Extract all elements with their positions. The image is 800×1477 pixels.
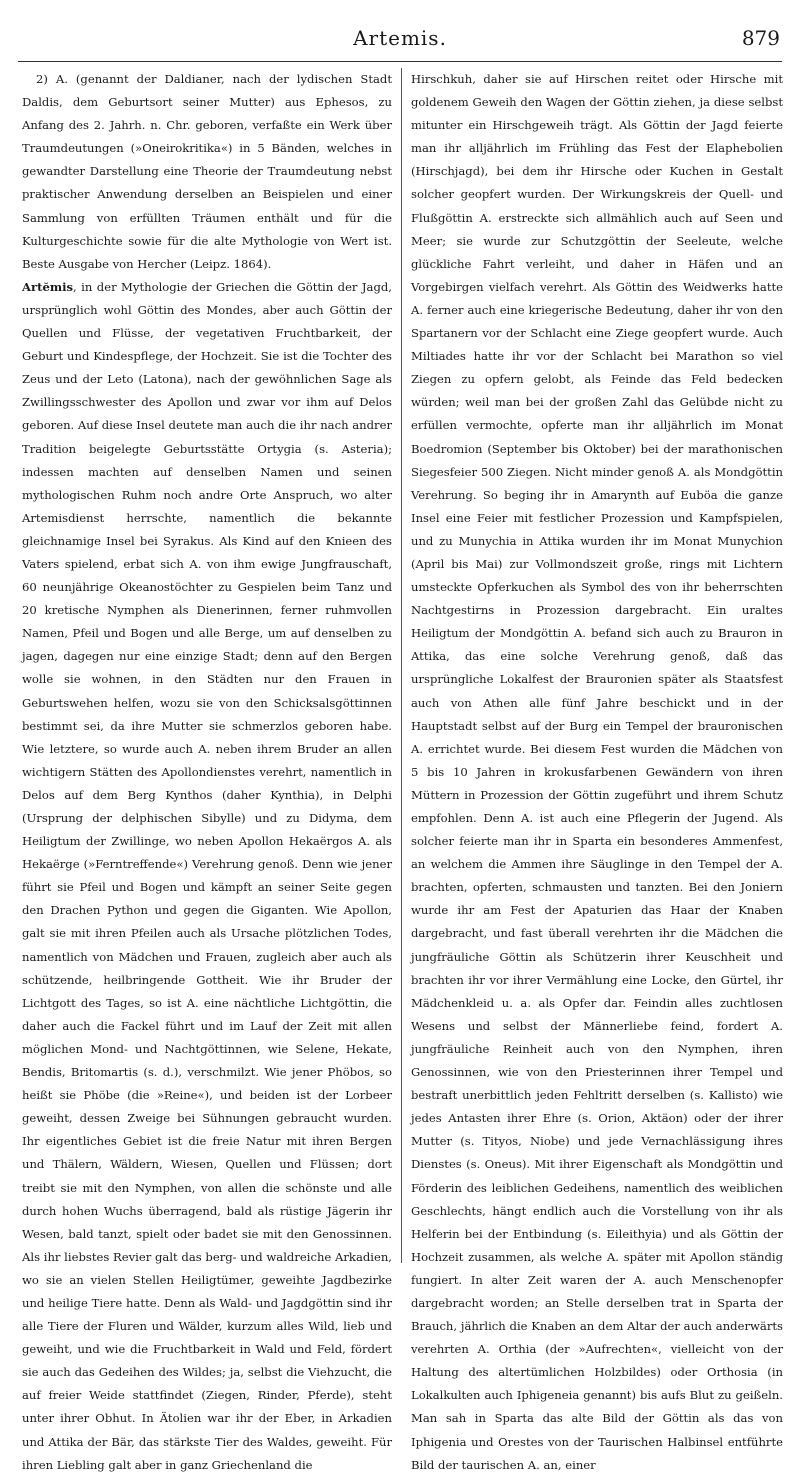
left-column	[22, 68, 392, 1472]
page-number: 879	[741, 26, 780, 50]
entry-artemis-continued: Hirschkuh, daher sie auf Hirschen reitet oder Hirsche mit goldenem Geweih den Wagen der Göttin ziehen, ja diese selbst mitunter ein Hirschgeweih trägt. Als Göttin der Jagd feierte man ihr alljährlich im Frühling das Fest der Elaphebolien (Hirschjagd), bei dem ihr Hirsche oder Kuchen in Gestalt solcher geopfert wurden. Der Wirkungskreis der Quell- und Flußgöttin A. erstreckte sich allmählich auch auf Seen und Meer; sie wurde zur Schutzgöttin der Seeleute, welche glückliche Fahrt verleiht, und daher in Häfen und an Vorgebirgen vielfach verehrt. Als Göttin des Weidwerks hatte A. ferner auch eine kriegerische Bedeutung, daher ihr von den Spartanern vor der Schlacht eine Ziege geopfert wurde. Auch Miltiades hatte ihr vor der Schlacht bei Marathon so viel Ziegen zu opfern gelobt, als Feinde das Feld bedecken würden; weil man bei der großen Zahl das Gelübde nicht zu erfüllen vermochte, opferte man ihr alljährlich im Monat Boedromion (September bis Oktober) bei der marathonischen Siegesfeier 500 Ziegen. Nicht minder genoß A. als Mondgöttin Verehrung. So beging ihr in Amarynth auf Euböa die ganze Insel eine Feier mit festlicher Prozession und Kampfspielen, und zu Munychia in Attika wurden ihr im Monat Munychion (April bis Mai) zur Vollmondszeit große, rings mit Lichtern umsteckte Opferkuchen als Symbol des von ihr beherrschten Nachtgestirns in Prozession dargebracht. Ein uraltes Heiligtum der Mondgöttin A. befand sich auch zu Brauron in Attika, das eine solche Verehrung genoß, daß das ursprüngliche Lokalfest der Brauronien später als Staatsfest auch von Athen alle fünf Jahre beschickt und in der Hauptstadt selbst auf der Burg ein Tempel der brauronischen A. errichtet wurde. Bei diesem Fest wurden die Mädchen von 5 bis 10 Jahren in krokusfarbenen Gewändern von ihren Müttern in Prozession der Göttin zugeführt und ihrem Schutz empfohlen. Denn A. ist auch eine Pflegerin der Jugend. Als solcher feierte man ihr in Sparta ein besonderes Ammenfest, an welchem die Ammen ihre Säuglinge in den Tempel der A. brachten, opferten, schmausten und tanzten. Bei den Joniern wurde ihr am Fest der Apaturien das Haar der Knaben dargebracht, und fast überall verehrten ihr die Mädchen die jungfräuliche Göttin als Schützerin ihrer Keuschheit und brachten ihr vor ihrer Vermählung eine Locke, den Gürtel, ihr Mädchenkleid u. a. als Opfer dar. Feindin alles zuchtlosen Wesens und selbst der Männerliebe feind, fordert A. jungfräuliche Reinheit auch von den Nymphen, ihren Genossinnen, wie von den Priesterinnen ihrer Tempel und bestraft unerbittlich jeden Fehltritt derselben (s. Kallisto) wie jedes Antasten ihrer Ehre (s. Orion, Aktäon) oder der ihrer Mutter (s. Tityos, Niobe) und jede Vernachlässigung ihres Dienstes (s. Oneus). Mit ihrer Eigenschaft als Mondgöttin und Förderin des leiblichen Gedeihens, namentlich des weiblichen Geschlechts, hängt endlich auch die Vorstellung von ihr als Helferin bei der Entbindung (s. Eileithyia) und als Göttin der Hochzeit zusammen, als welche A. später mit Apollon ständig fungiert. In alter Zeit waren der A. auch Menschenopfer dargebracht worden; an Stelle derselben trat in Sparta der Brauch, jährlich die Knaben an dem Altar der auch anderwärts verehrten A. Orthia (der »Aufrechten«, vielleicht von der Haltung des altertümlichen Holzbildes) oder Orthosia (in Lokalkulten auch Iphigeneia genannt) bis aufs Blut zu geißeln. Man sah in Sparta das alte Bild der Göttin als das von Iphigenia und Orestes von der Taurischen Halbinsel entführte Bild der taurischen A. an, einer	[411, 72, 783, 1472]
entry-artemidoros-2: 2) A. (genannt der Daldianer, nach der lydischen Stadt Daldis, dem Geburtsort seiner Mutter) aus Ephesos, zu Anfang des 2. Jahrh. n. Chr. geboren, verfaßte ein Werk über Traumdeutungen (»Oneirokritika«) in 5 Bänden, welches in gewandter Darstellung eine Theorie der Traumdeutung nebst praktischer Anwendung derselben an Beispielen und einer Sammlung von erfüllten Träumen enthält und für die Kulturgeschichte sowie für die alte Mythologie von Wert ist. Beste Ausgabe von Hercher (Leipz. 1864).	[22, 72, 392, 271]
entry-artemis	[22, 276, 392, 1477]
column-divider	[401, 68, 402, 1263]
entry-artemis-text: , in der Mythologie der Griechen die Göttin der Jagd, ursprünglich wohl Göttin des Mondes, aber auch Göttin der Quellen und Flüsse, der vegetativen Fruchtbarkeit, der Geburt und Kindespflege, der Hochzeit. Sie ist die Tochter des Zeus und der Leto (Latona), nach der gewöhnlichen Sage als Zwillingsschwester des Apollon und zwar vor ihm auf Delos geboren. Auf diese Insel deutete man auch die ihr nach andrer Tradition beigelegte Geburtsstätte Ortygia (s. Asteria); indessen machten auf denselben Namen und seinen mythologischen Ruhm noch andre Orte Anspruch, wo alter Artemisdienst herrschte, namentlich die bekannte gleichnamige Insel bei Syrakus. Als Kind auf den Knieen des Vaters spielend, erbat sich A. von ihm ewige Jungfrauschaft, 60 neunjährige Okeanostöchter zu Gespielen beim Tanz und 20 kretische Nymphen als Dienerinnen, ferner ruhmvollen Namen, Pfeil und Bogen und alle Berge, um auf denselben zu jagen, dagegen nur eine einzige Stadt; denn auf den Bergen wolle sie wohnen, in den Städten nur den Frauen in Geburtswehen helfen, wozu sie von den Schicksalsgöttinnen bestimmt sei, da ihre Mutter sie schmerzlos geboren habe. Wie letztere, so wurde auch A. neben ihrem Bruder an allen wichtigern Stätten des Apollondienstes verehrt, namentlich in Delos auf dem Berg Kynthos (daher Kynthia), in Delphi (Ursprung der delphischen Sibylle) und zu Didyma, dem Heiligtum der Zwillinge, wo neben Apollon Hekaërgos A. als Hekaërge (»Ferntreffende«) Verehrung genoß. Denn wie jener führt sie Pfeil und Bogen und kämpft an seiner Seite gegen den Drachen Python und gegen die Giganten. Wie Apollon, galt sie mit ihren Pfeilen auch als Ursache plötzlichen Todes, namentlich von Mädchen und Frauen, zugleich aber auch als schützende, heilbringende Gottheit. Wie ihr Bruder der Lichtgott des Tages, so ist A. eine nächtliche Lichtgöttin, die daher auch die Fackel führt und im Lauf der Zeit mit allen möglichen Mond- und Nachtgöttinnen, wie Selene, Hekate, Bendis, Britomartis (s. d.), verschmilzt. Wie jener Phöbos, so heißt sie Phöbe (die »Reine«), und beiden ist der Lorbeer geweiht, dessen Zweige bei Sühnungen gebraucht wurden. Ihr eigentliches Gebiet ist die freie Natur mit ihren Bergen und Thälern, Wäldern, Wiesen, Quellen und Flüssen; dort treibt sie mit den Nymphen, von allen die schönste und alle durch hohen Wuchs überragend, bald als rüstige Jägerin ihr Wesen, bald tanzt, spielt oder badet sie mit den Genossinnen. Als ihr liebstes Revier galt das berg- und waldreiche Arkadien, wo sie an vielen Stellen Heiligtümer, geweihte Jagdbezirke und heilige Tiere hatte. Denn als Wald- und Jagdgöttin sind ihr alle Tiere der Fluren und Wälder, kurzum alles Wild, lieb und geweiht, und wie die Fruchtbarkeit in Wald und Feld, fördert sie auch das Gedeihen des Wildes; ja, selbst die Viehzucht, die auf freier Weide stattfindet (Ziegen, Rinder, Pferde), steht unter ihrer Obhut. In Ätolien war ihr der Eber, in Arkadien und Attika der Bär, das stärkste Tier des Waldes, geweiht. Für ihren Liebling galt aber in ganz Griechenland die	[22, 279, 392, 1472]
running-head: Artemis.	[353, 26, 447, 50]
right-column	[411, 68, 783, 1472]
page-header	[0, 26, 800, 56]
header-rule	[18, 61, 782, 62]
headword-artemis: Artĕmis	[22, 279, 74, 294]
